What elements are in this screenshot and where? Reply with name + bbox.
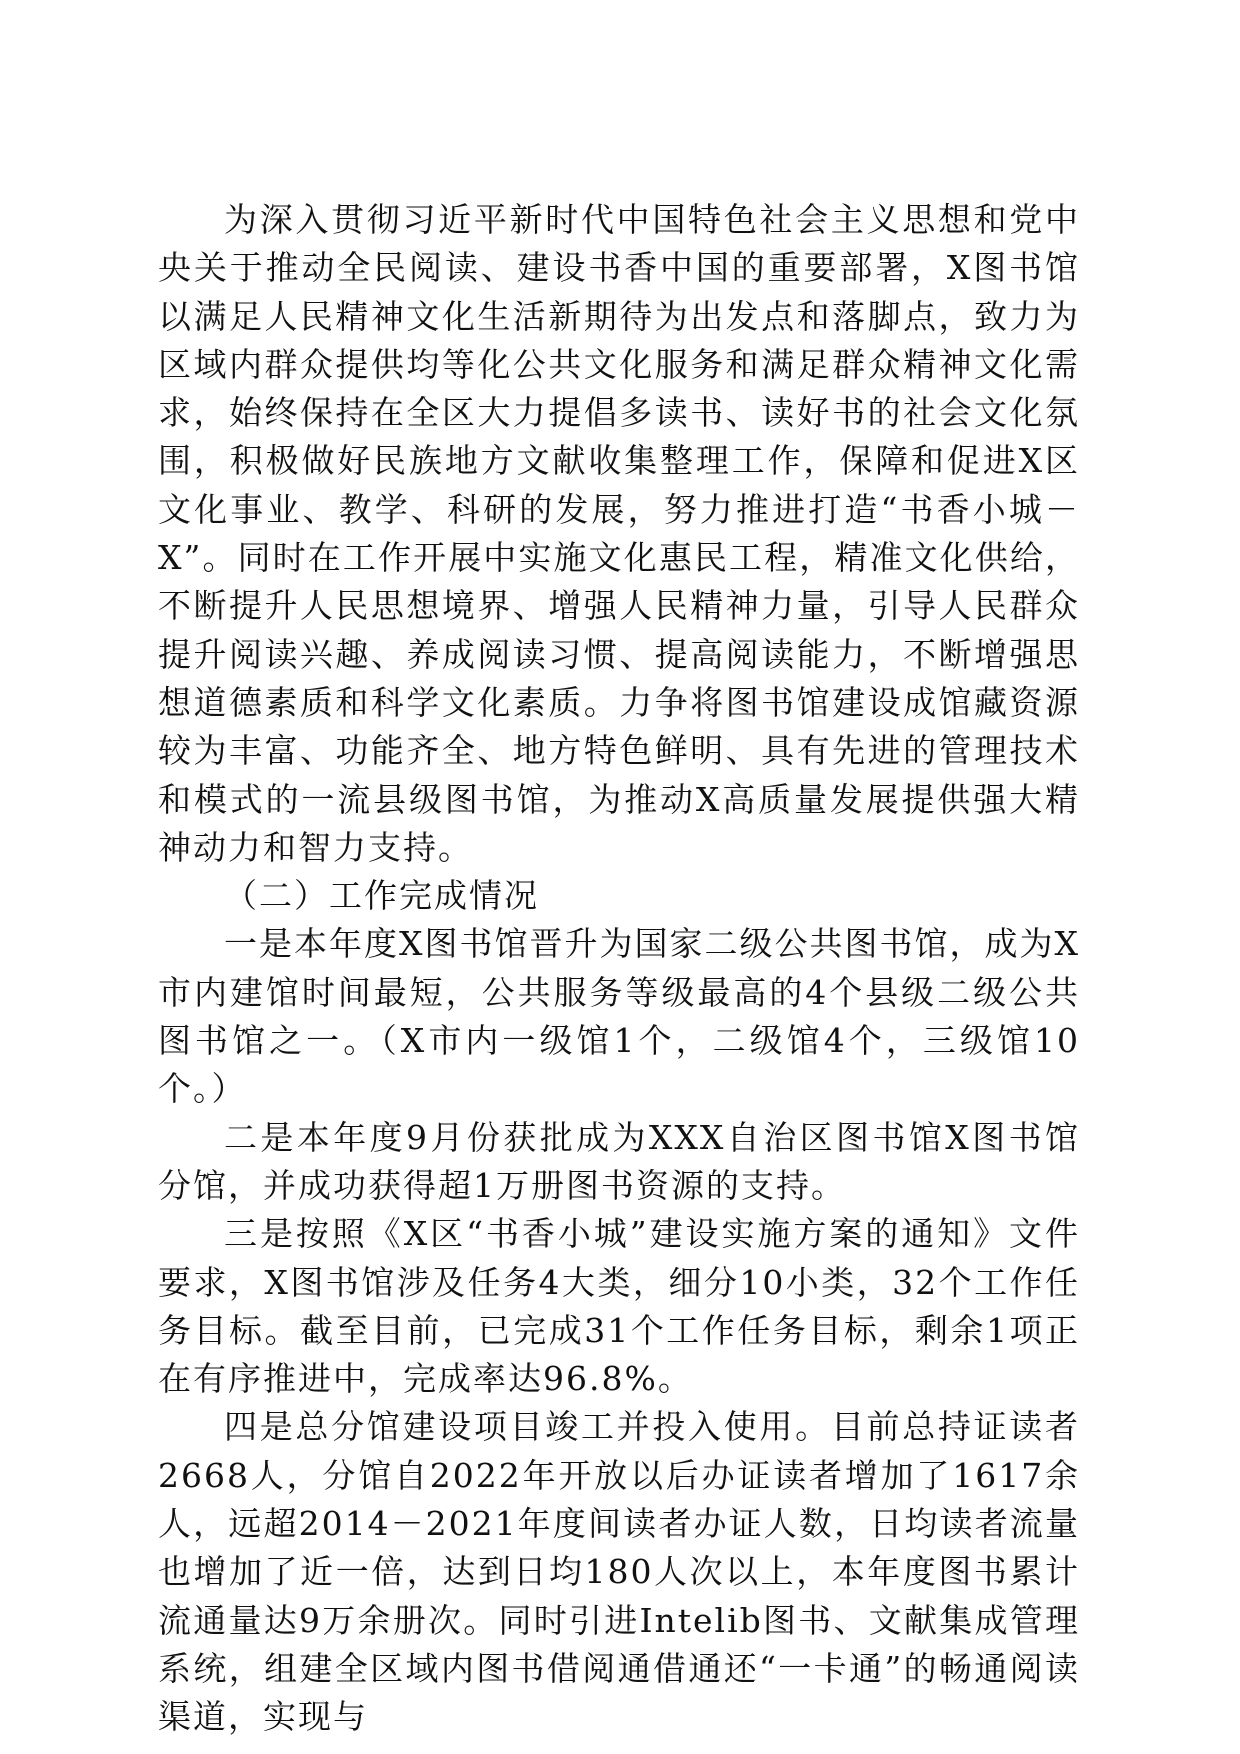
paragraph-item-1: 一是本年度X图书馆晋升为国家二级公共图书馆，成为X市内建馆时间最短，公共服务等级最高的4个县级二级公共图书馆之一。（X市内一级馆1个，二级馆4个，三级馆10个。） (158, 924, 1080, 1109)
document-body (158, 196, 1080, 1742)
intro-paragraph: 为深入贯彻习近平新时代中国特色社会主义思想和党中央关于推动全民阅读、建设书香中国的重要部署，X图书馆以满足人民精神文化生活新期待为出发点和落脚点，致力为区域内群众提供均等化公共文化服务和满足群众精神文化需求，始终保持在全区大力提倡多读书、读好书的社会文化氛围，积极做好民族地方文献收集整理工作，保障和促进X区文化事业、教学、科研的发展，努力推进打造“书香小城－X”。同时在工作开展中实施文化惠民工程，精准文化供给，不断提升人民思想境界、增强人民精神力量，引导人民群众提升阅读兴趣、养成阅读习惯、提高阅读能力，不断增强思想道德素质和科学文化素质。力争将图书馆建设成馆藏资源较为丰富、功能齐全、地方特色鲜明、具有先进的管理技术和模式的一流县级图书馆，为推动X高质量发展提供强大精神动力和智力支持。 (158, 200, 1080, 867)
section-heading-work-completion: （二）工作完成情况 (224, 876, 539, 916)
paragraph-item-4: 四是总分馆建设项目竣工并投入使用。目前总持证读者2668人，分馆自2022年开放以后办证读者增加了1617余人，远超2014－2021年度间读者办证人数，日均读者流量也增加了近一倍，达到日均180人次以上，本年度图书累计流通量达9万余册次。同时引进Intelib图书、文献集成管理系统，组建全区域内图书借阅通借通还“一卡通”的畅通阅读渠道，实现与 (158, 1407, 1080, 1737)
paragraph-item-2: 二是本年度9月份获批成为XXX自治区图书馆X图书馆分馆，并成功获得超1万册图书资源的支持。 (158, 1117, 1080, 1205)
paragraph-item-3: 三是按照《X区“书香小城”建设实施方案的通知》文件要求，X图书馆涉及任务4大类，细分10小类，32个工作任务目标。截至目前，已完成31个工作任务目标，剩余1项正在有序推进中，完成率达96.8%。 (158, 1214, 1080, 1399)
